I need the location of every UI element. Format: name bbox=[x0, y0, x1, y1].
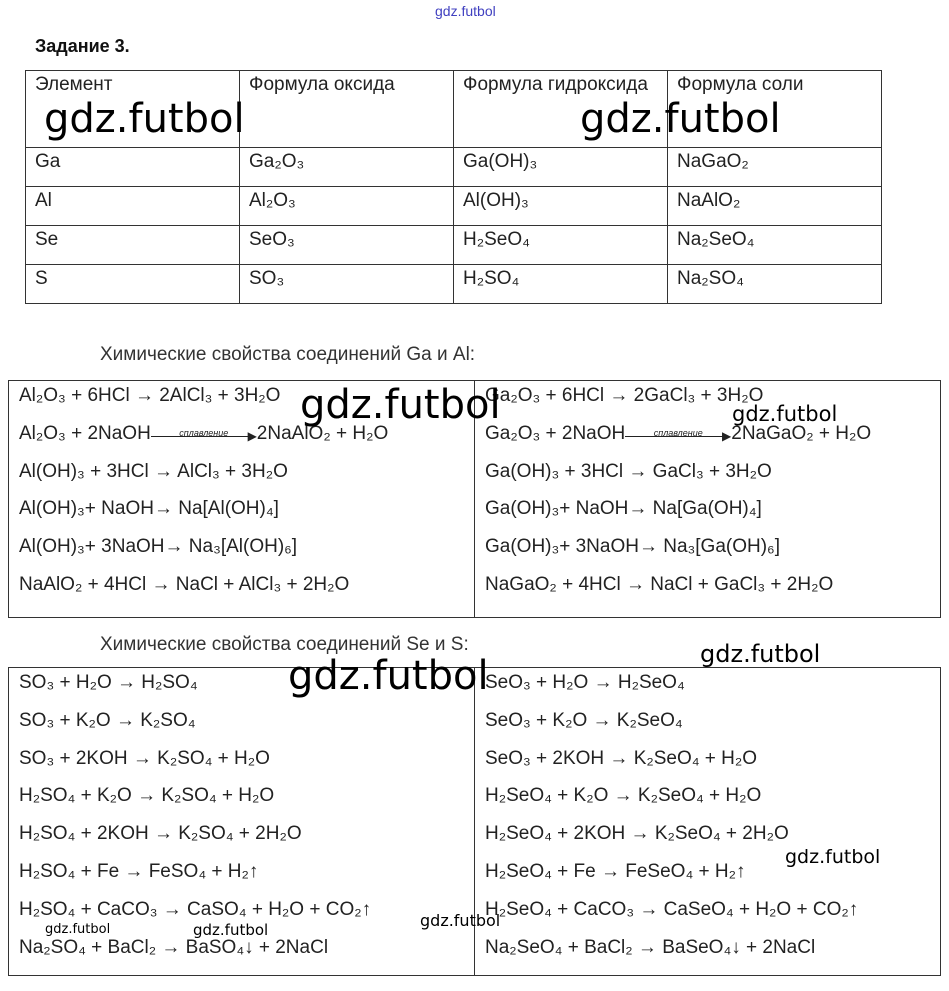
table-row bbox=[26, 226, 882, 265]
equation-text: SeO₃ + H₂O → H₂SeO₄ bbox=[485, 672, 685, 693]
arrow-label: сплавление bbox=[653, 427, 703, 438]
equation-text: Ga₂O₃ + 2NaOH bbox=[485, 422, 626, 444]
fusion-arrow-icon: сплавление ▶ bbox=[625, 427, 731, 441]
equation-text: Al(OH)₃+ 3NaOH→ Na₃[Al(OH)₆] bbox=[19, 536, 298, 558]
table-cell: H₂SeO₄ bbox=[454, 226, 668, 265]
table-cell: Al(OH)₃ bbox=[454, 187, 668, 226]
watermark: gdz.futbol bbox=[732, 402, 838, 426]
equation bbox=[485, 494, 930, 532]
equation-text: NaGaO₂ + 4HCl → NaCl + GaCl₃ + 2H₂O bbox=[485, 573, 834, 595]
watermark: gdz.futbol bbox=[288, 653, 489, 699]
watermark: gdz.futbol bbox=[785, 846, 881, 868]
header-cell: Формула соли bbox=[668, 71, 882, 148]
header-cell: Элемент bbox=[26, 71, 240, 148]
table-cell: NaAlO₂ bbox=[668, 187, 882, 226]
table-cell: Na₂SO₄ bbox=[668, 265, 882, 304]
table-cell: Ga₂O₃ bbox=[240, 148, 454, 187]
top-watermark[interactable]: gdz.futbol bbox=[435, 3, 496, 19]
table-cell: SO₃ bbox=[240, 265, 454, 304]
equation bbox=[19, 857, 464, 895]
table-cell: Ga(OH)₃ bbox=[454, 148, 668, 187]
equation bbox=[19, 457, 464, 495]
equation-text: H₂SeO₄ + Fe → FeSeO₄ + H₂↑ bbox=[485, 860, 746, 882]
equation-text: Ga(OH)₃ + 3HCl → GaCl₃ + 3H₂O bbox=[485, 460, 772, 482]
equation-text: Al(OH)₃+ NaOH→ Na[Al(OH)₄] bbox=[19, 498, 279, 520]
equation-text: Ga(OH)₃+ 3NaOH→ Na₃[Ga(OH)₆] bbox=[485, 536, 780, 558]
equation-products: 2NaGaO₂ + H₂O bbox=[731, 422, 872, 444]
equation bbox=[19, 781, 464, 819]
table-cell: S bbox=[26, 265, 240, 304]
equation bbox=[485, 570, 930, 608]
equation-text: Na₂SO₄ + BaCl₂ → BaSO₄↓ + 2NaCl bbox=[19, 936, 329, 958]
equation bbox=[19, 570, 464, 608]
table-cell: NaGaO₂ bbox=[668, 148, 882, 187]
equation-text: H₂SO₄ + 2KOH → K₂SO₄ + 2H₂O bbox=[19, 823, 302, 845]
equation-text: Al₂O₃ + 6HCl → 2AlCl₃ + 3H₂O bbox=[19, 385, 281, 406]
equation-text: SO₃ + 2KOH → K₂SO₄ + H₂O bbox=[19, 747, 270, 769]
equation bbox=[485, 419, 930, 457]
equation bbox=[19, 706, 464, 744]
equation-text: H₂SeO₄ + K₂O → K₂SeO₄ + H₂O bbox=[485, 785, 762, 807]
watermark: gdz.futbol bbox=[700, 640, 821, 668]
header-cell: Формула оксида bbox=[240, 71, 454, 148]
equation-text: SO₃ + K₂O → K₂SO₄ bbox=[19, 709, 196, 731]
equation bbox=[19, 819, 464, 857]
equation-text: Ga(OH)₃+ NaOH→ Na[Ga(OH)₄] bbox=[485, 498, 762, 520]
equation bbox=[485, 781, 930, 819]
equation-text: Ga₂O₃ + 6HCl → 2GaCl₃ + 3H₂O bbox=[485, 385, 764, 406]
fusion-arrow-icon: сплавление ▶ bbox=[151, 427, 257, 441]
equation bbox=[485, 381, 930, 419]
equation-text: H₂SeO₄ + CaCO₃ → CaSeO₄ + H₂O + CO₂↑ bbox=[485, 898, 859, 920]
equation-text: Al₂O₃ + 2NaOH bbox=[19, 422, 151, 444]
table-cell: H₂SO₄ bbox=[454, 265, 668, 304]
equation-text: H₂SO₄ + Fe → FeSO₄ + H₂↑ bbox=[19, 860, 259, 882]
watermark: gdz.futbol bbox=[420, 911, 501, 930]
equation bbox=[485, 457, 930, 495]
watermark: gdz.futbol bbox=[300, 382, 501, 428]
table-cell: Na₂SeO₄ bbox=[668, 226, 882, 265]
equation bbox=[19, 494, 464, 532]
section1-caption: Химические свойства соединений Ga и Al: bbox=[100, 344, 476, 365]
equation bbox=[485, 744, 930, 782]
equation bbox=[485, 532, 930, 570]
equation bbox=[19, 532, 464, 570]
equation-text: SO₃ + H₂O → H₂SO₄ bbox=[19, 672, 198, 693]
table-cell: Ga bbox=[26, 148, 240, 187]
watermark: gdz.futbol bbox=[193, 921, 269, 939]
ga-column bbox=[475, 381, 941, 618]
table-cell: Al bbox=[26, 187, 240, 226]
table-cell: SeO₃ bbox=[240, 226, 454, 265]
table-row bbox=[26, 265, 882, 304]
table-row bbox=[26, 148, 882, 187]
task-title: Задание 3. bbox=[35, 36, 130, 56]
equation bbox=[485, 668, 930, 706]
equation bbox=[485, 933, 930, 971]
watermark: gdz.futbol bbox=[45, 922, 111, 937]
arrow-label: сплавление bbox=[179, 427, 229, 438]
equation bbox=[485, 895, 930, 933]
equation-text: SeO₃ + 2KOH → K₂SeO₄ + H₂O bbox=[485, 747, 758, 769]
section2-caption: Химические свойства соединений Se и S: bbox=[100, 634, 469, 655]
equation-text: Al(OH)₃ + 3HCl → AlCl₃ + 3H₂O bbox=[19, 460, 288, 482]
table-cell: Al₂O₃ bbox=[240, 187, 454, 226]
watermark: gdz.futbol bbox=[44, 96, 245, 142]
equation-text: NaAlO₂ + 4HCl → NaCl + AlCl₃ + 2H₂O bbox=[19, 573, 350, 595]
watermark: gdz.futbol bbox=[580, 96, 781, 142]
table-cell: Se bbox=[26, 226, 240, 265]
equation bbox=[485, 706, 930, 744]
equation bbox=[19, 744, 464, 782]
equation-text: H₂SO₄ + CaCO₃ → CaSO₄ + H₂O + CO₂↑ bbox=[19, 898, 372, 920]
se-column bbox=[475, 668, 941, 976]
equation-text: SeO₃ + K₂O → K₂SeO₄ bbox=[485, 709, 683, 731]
header-cell: Формула гидроксида bbox=[454, 71, 668, 148]
equation-text: Na₂SeO₄ + BaCl₂ → BaSeO₄↓ + 2NaCl bbox=[485, 936, 816, 958]
equation-products: 2NaAlO₂ + H₂O bbox=[256, 422, 389, 444]
equation-text: H₂SO₄ + K₂O → K₂SO₄ + H₂O bbox=[19, 785, 275, 807]
table-row bbox=[26, 187, 882, 226]
equation-text: H₂SeO₄ + 2KOH → K₂SeO₄ + 2H₂O bbox=[485, 823, 789, 845]
